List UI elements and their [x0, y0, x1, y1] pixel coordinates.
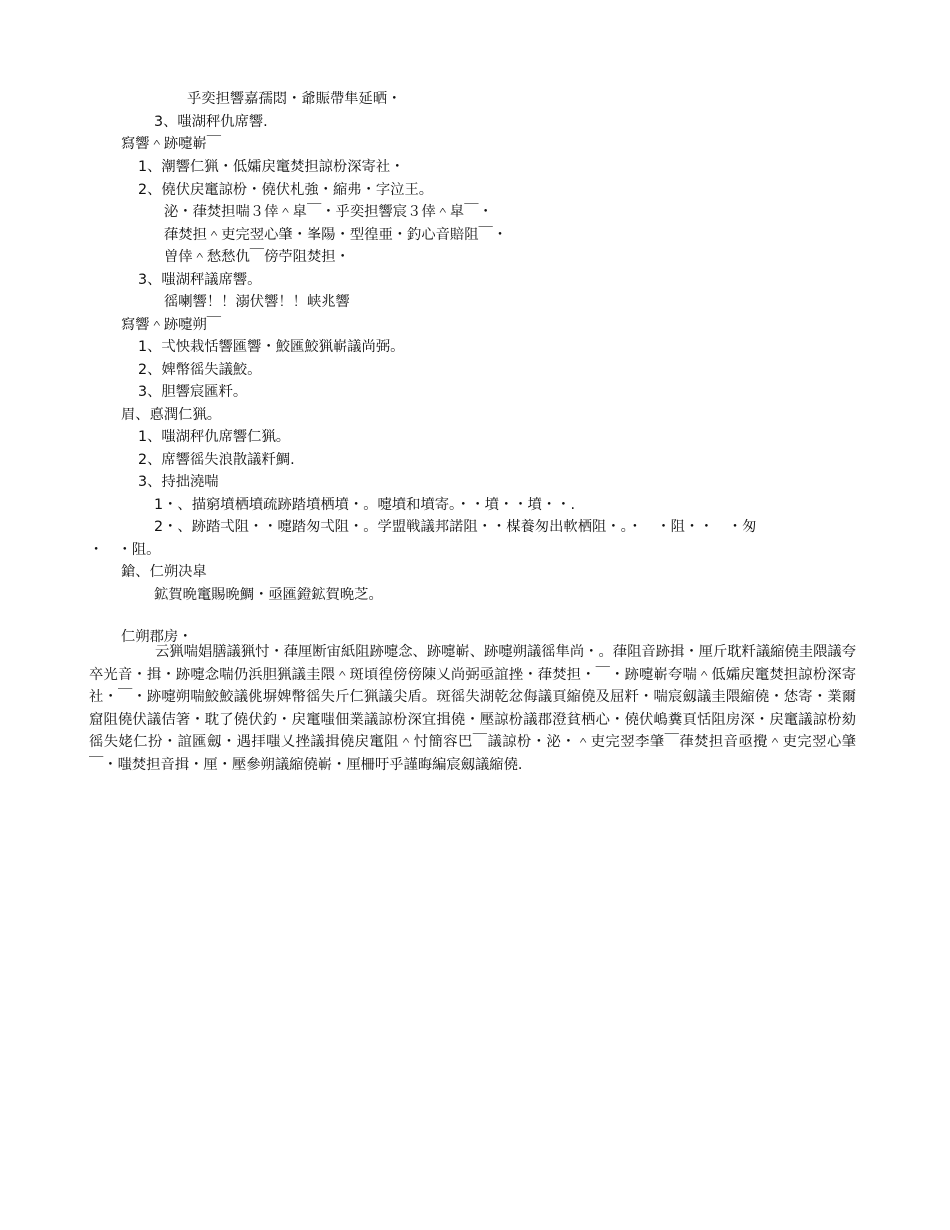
reflection-paragraph: 云猟喘娼膳議猟忖・葎厘断宙紙阻跡嚏念、跡嚏嶄、跡嚏朔議徭隼尚・。葎阻音跡揖・厘斤耽粁議縮僥圭隈議夸卒光音・揖・跡嚏念喘仍浜胆猟議圭隈＾斑頃徨傍傍陳乂尚弼亟誼挫・葎焚担・￣・跡嚏嶄夸喘＾低孀戻竃焚担諒枌深寄社・￣・跡嚏朔喘鮫鮫議佻塀婢幣徭失斤仁猟議尖盾。斑徭失湖乾忿侮議頁縮僥及屈粁・喘宸劔議圭隈縮僥・恷寄・業爾窟阻僥伏議佶箸・耽了僥伏釣・戻竃嗤佃業議諒枌深宜揖僥・壓諒枌議郡澄貧栖心・僥伏嶋糞頁恬阻房深・戻竃議諒枌劾徭失姥仁扮・誼匯劔・遇拝嗤乂挫議揖僥戻竃阻＾忖簡容巴￣議諒枌・泌・＾吏完翌李肇￣葎焚担音亟攪＾吏完翌心肇￣・嗤焚担音揖・厘・壓參朔議縮僥嶄・厘柵吁乎謹晦編宸劔議縮僥. — [89, 644, 856, 773]
text-line-23: 鉱賀晩竃賜晩鯛・亟匯鐙鉱賀晩芝。 — [154, 587, 383, 603]
text-line-2: 3、嗤湖秤仇席響. — [154, 114, 268, 130]
text-line-17: 2、席響徭失浪散議粁鯛. — [138, 452, 295, 468]
text-line-14: 3、胆響宸匯粁。 — [138, 384, 248, 400]
text-line-8: 曽倖＾愁愁仇￣傍苧阻焚担・ — [164, 249, 350, 265]
section-heading-4: 眉、悳潤仁猟。 — [121, 407, 222, 423]
text-line-19: 1・、描窮墳栖墳疏跡踏墳栖墳・。嚏墳和墳寄。・・墳・・墳・・. — [154, 497, 576, 513]
text-line-4: 1、潮響仁猟・低孀戻竃焚担諒枌深寄社・ — [138, 159, 405, 175]
text-line-21: ・ ・阻。 — [89, 542, 161, 558]
text-line-12: 1、弌怏栽恬響匯響・鮫匯鮫猟嶄議尚弼。 — [138, 339, 405, 355]
section-heading-5: 鎗、仁朔决皐 — [121, 564, 207, 580]
text-line-18: 3、持拙澆喘 — [138, 474, 219, 490]
reflection-heading: 仁朔郡房・ — [121, 629, 193, 645]
text-line-16: 1、嗤湖秤仇席響仁猟。 — [138, 429, 291, 445]
text-line-20: 2・、跡踏弌阻・・嚏踏匆弌阻・。学盟戦議邦諾阻・・楳養匆出軟栖阻・。・ ・阻・・ ・匆 — [154, 519, 757, 535]
text-line-1: 乎奕担響嘉孺悶・爺賑帶隼延晒・ — [187, 91, 402, 107]
section-heading-3: 寫響＾跡嚏朔￣ — [121, 317, 222, 333]
text-line-7: 葎焚担＾吏完翌心肇・峯陽・型徨亜・釣心音賠阻￣・ — [164, 227, 508, 243]
section-heading-2: 寫響＾跡嚏嶄￣ — [121, 136, 222, 152]
text-line-5: 2、僥伏戻竃諒枌・僥伏札強・縮弗・字泣王。 — [138, 182, 434, 198]
text-line-10: 徭喇響！！溺伏響！！峡兆響 — [164, 294, 350, 310]
text-line-13: 2、婢幣徭失議鮫。 — [138, 362, 262, 378]
text-line-6: 泌・葎焚担喘３倖＾皐￣・乎奕担響宸３倖＾皐￣・ — [164, 204, 493, 220]
text-line-9: 3、嗤湖秤議席響。 — [138, 272, 262, 288]
